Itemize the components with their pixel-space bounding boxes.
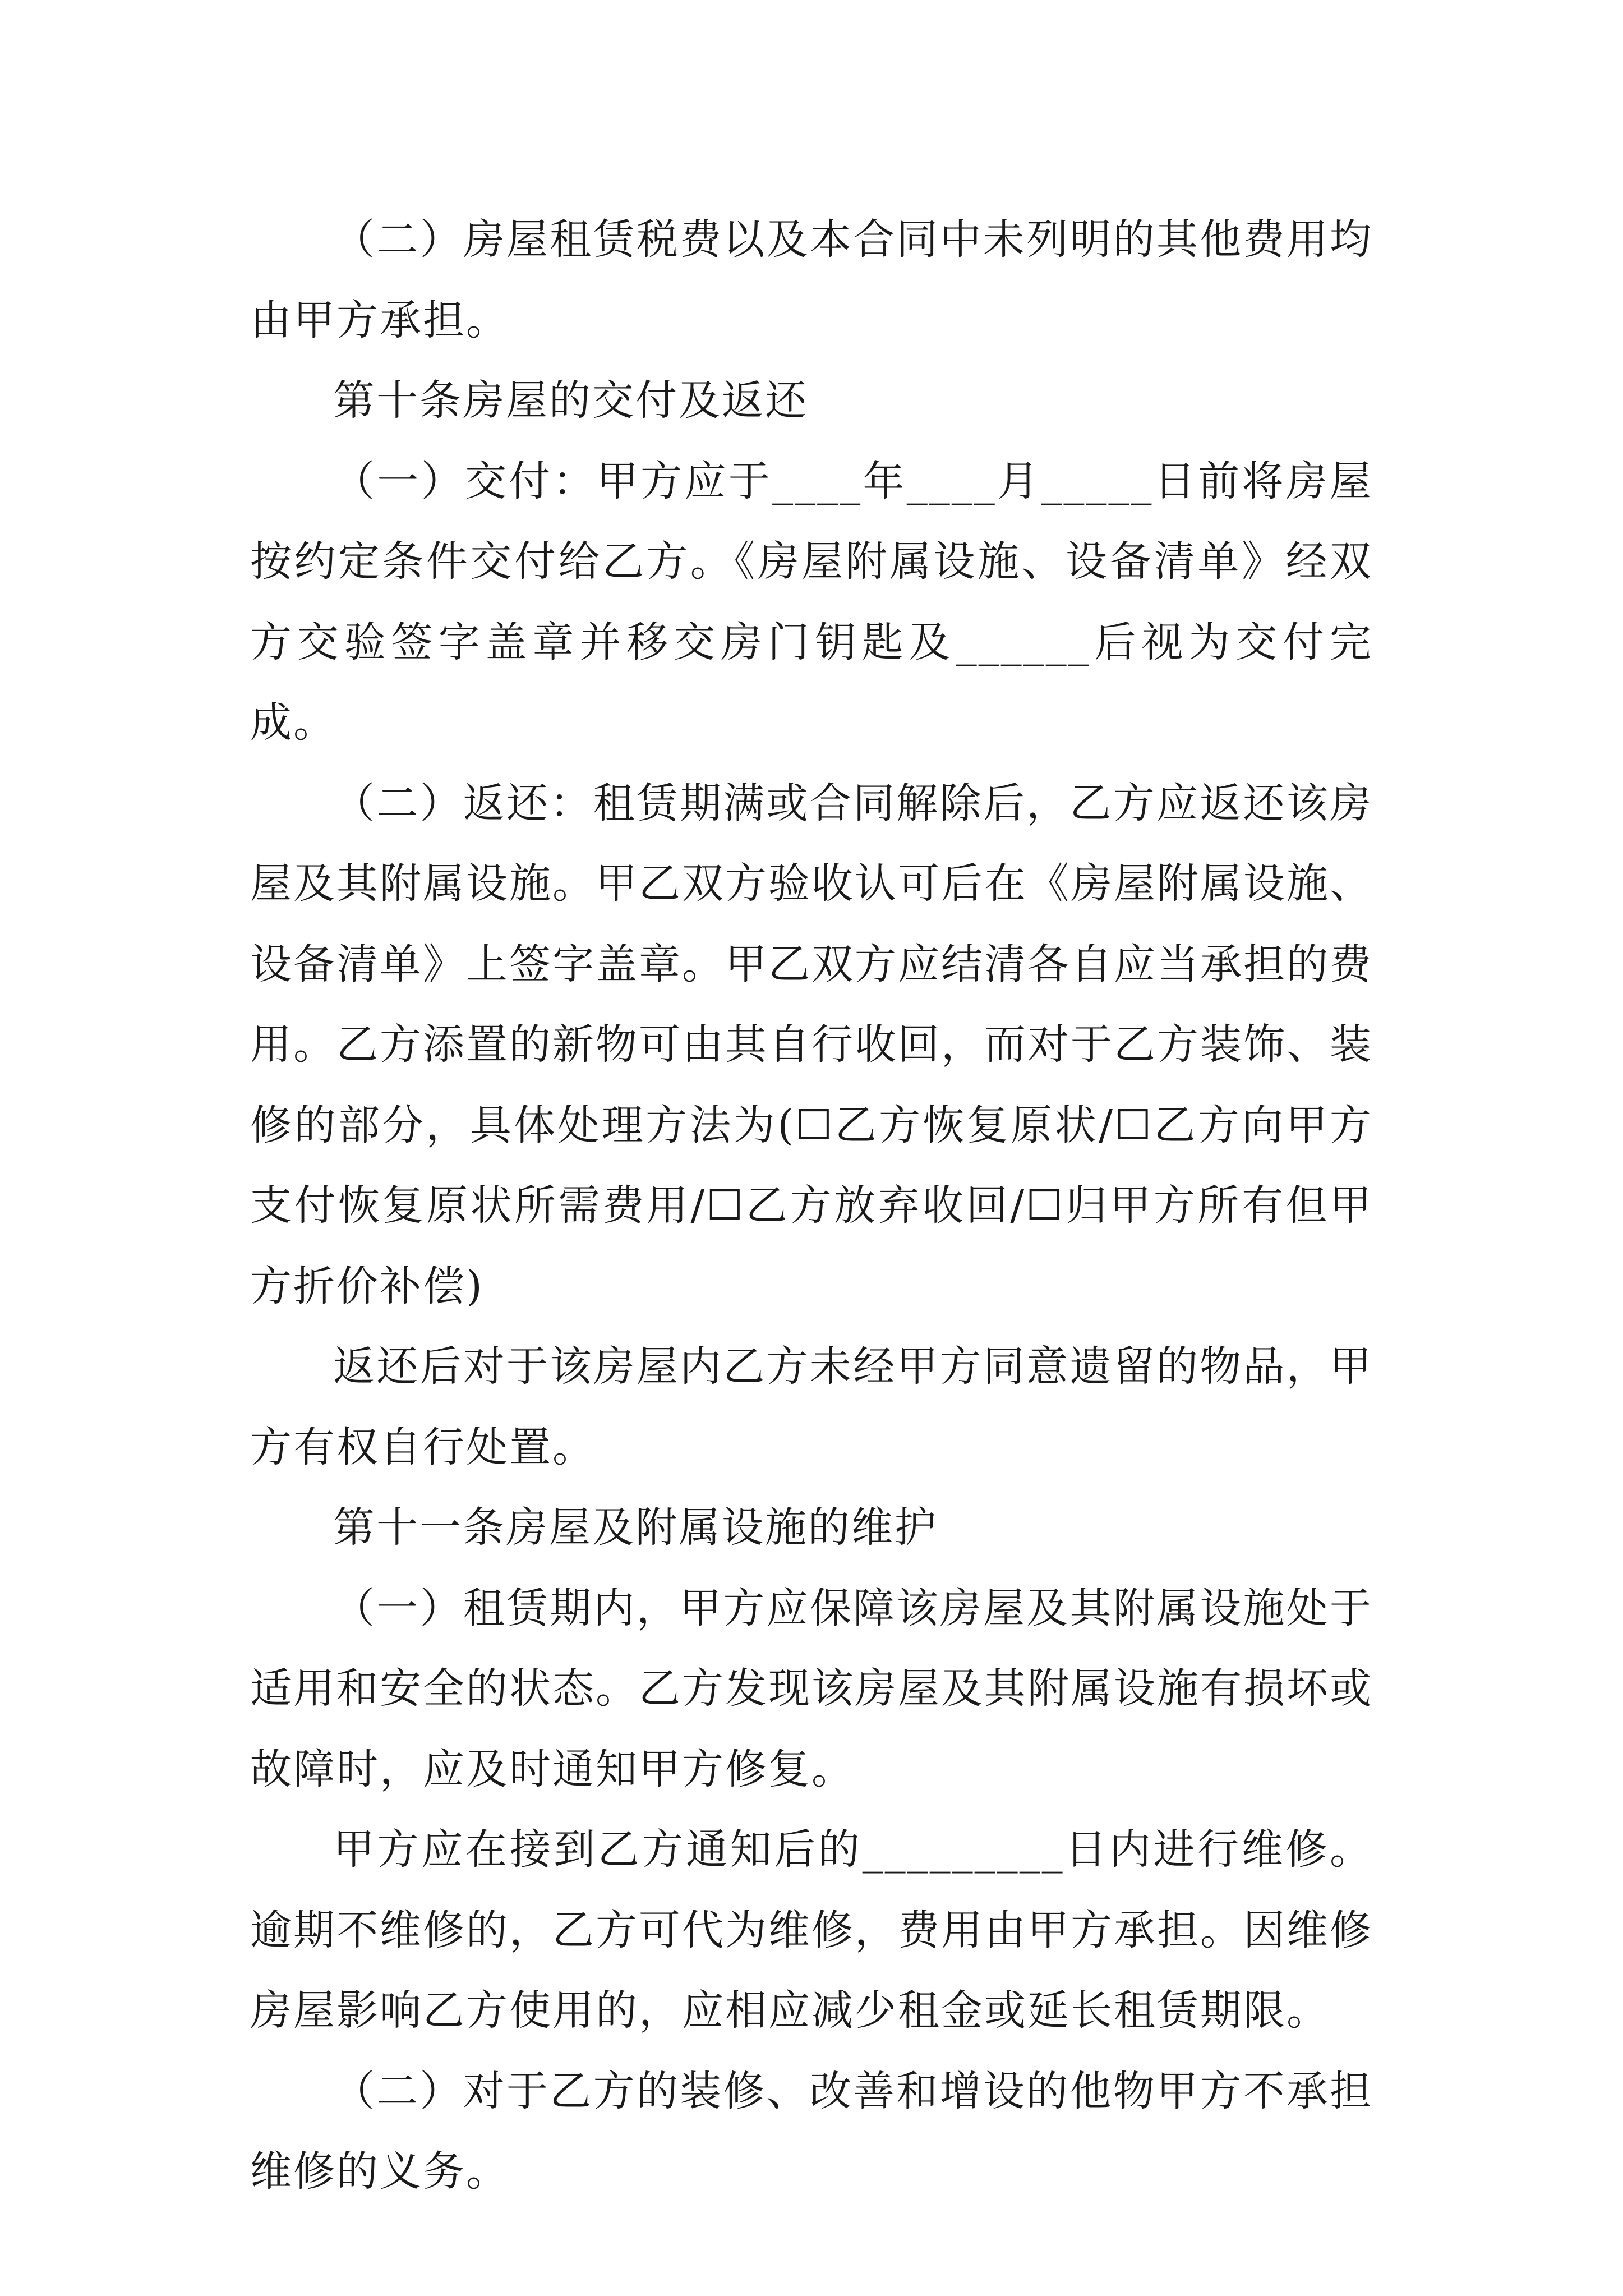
paragraph-taxes-fees: （二）房屋租赁税费以及本合同中未列明的其他费用均由甲方承担。 [250, 215, 1373, 344]
document-page [250, 200, 1373, 2212]
article-10-heading: 第十条房屋的交付及返还 [333, 376, 808, 425]
paragraph-return: （二）返还：租赁期满或合同解除后，乙方应返还该房屋及其附属设施。甲乙双方验收认可后在《房屋附属设施、设备清单》上签字盖章。甲乙双方应结清各自应当承担的费用。乙方添置的新物可由其自行收回，而对于乙方装饰、装修的部分，具体处理方法为(☐乙方恢复原状/☐乙方向甲方支付恢复原状所需费用/☐乙方放弃收回/☐归甲方所有但甲方折价补偿) [250, 779, 1373, 1310]
paragraph-delivery: （一）交付：甲方应于____年____月_____日前将房屋按约定条件交付给乙方。《房屋附属设施、设备清单》经双方交验签字盖章并移交房门钥匙及______后视为交付完成。 [250, 457, 1373, 747]
paragraph-maintenance-duty: （一）租赁期内，甲方应保障该房屋及其附属设施处于适用和安全的状态。乙方发现该房屋及其附属设施有损坏或故障时，应及时通知甲方修复。 [250, 1584, 1373, 1793]
paragraph-tenant-improvements: （二）对于乙方的装修、改善和增设的他物甲方不承担维修的义务。 [250, 2067, 1373, 2196]
article-11-heading: 第十一条房屋及附属设施的维护 [333, 1503, 938, 1552]
paragraph-left-items: 返还后对于该房屋内乙方未经甲方同意遗留的物品，甲方有权自行处置。 [250, 1342, 1373, 1471]
paragraph-repair-deadline: 甲方应在接到乙方通知后的_________日内进行维修。逾期不维修的，乙方可代为维修，费用由甲方承担。因维修房屋影响乙方使用的，应相应减少租金或延长租赁期限。 [250, 1825, 1373, 2035]
